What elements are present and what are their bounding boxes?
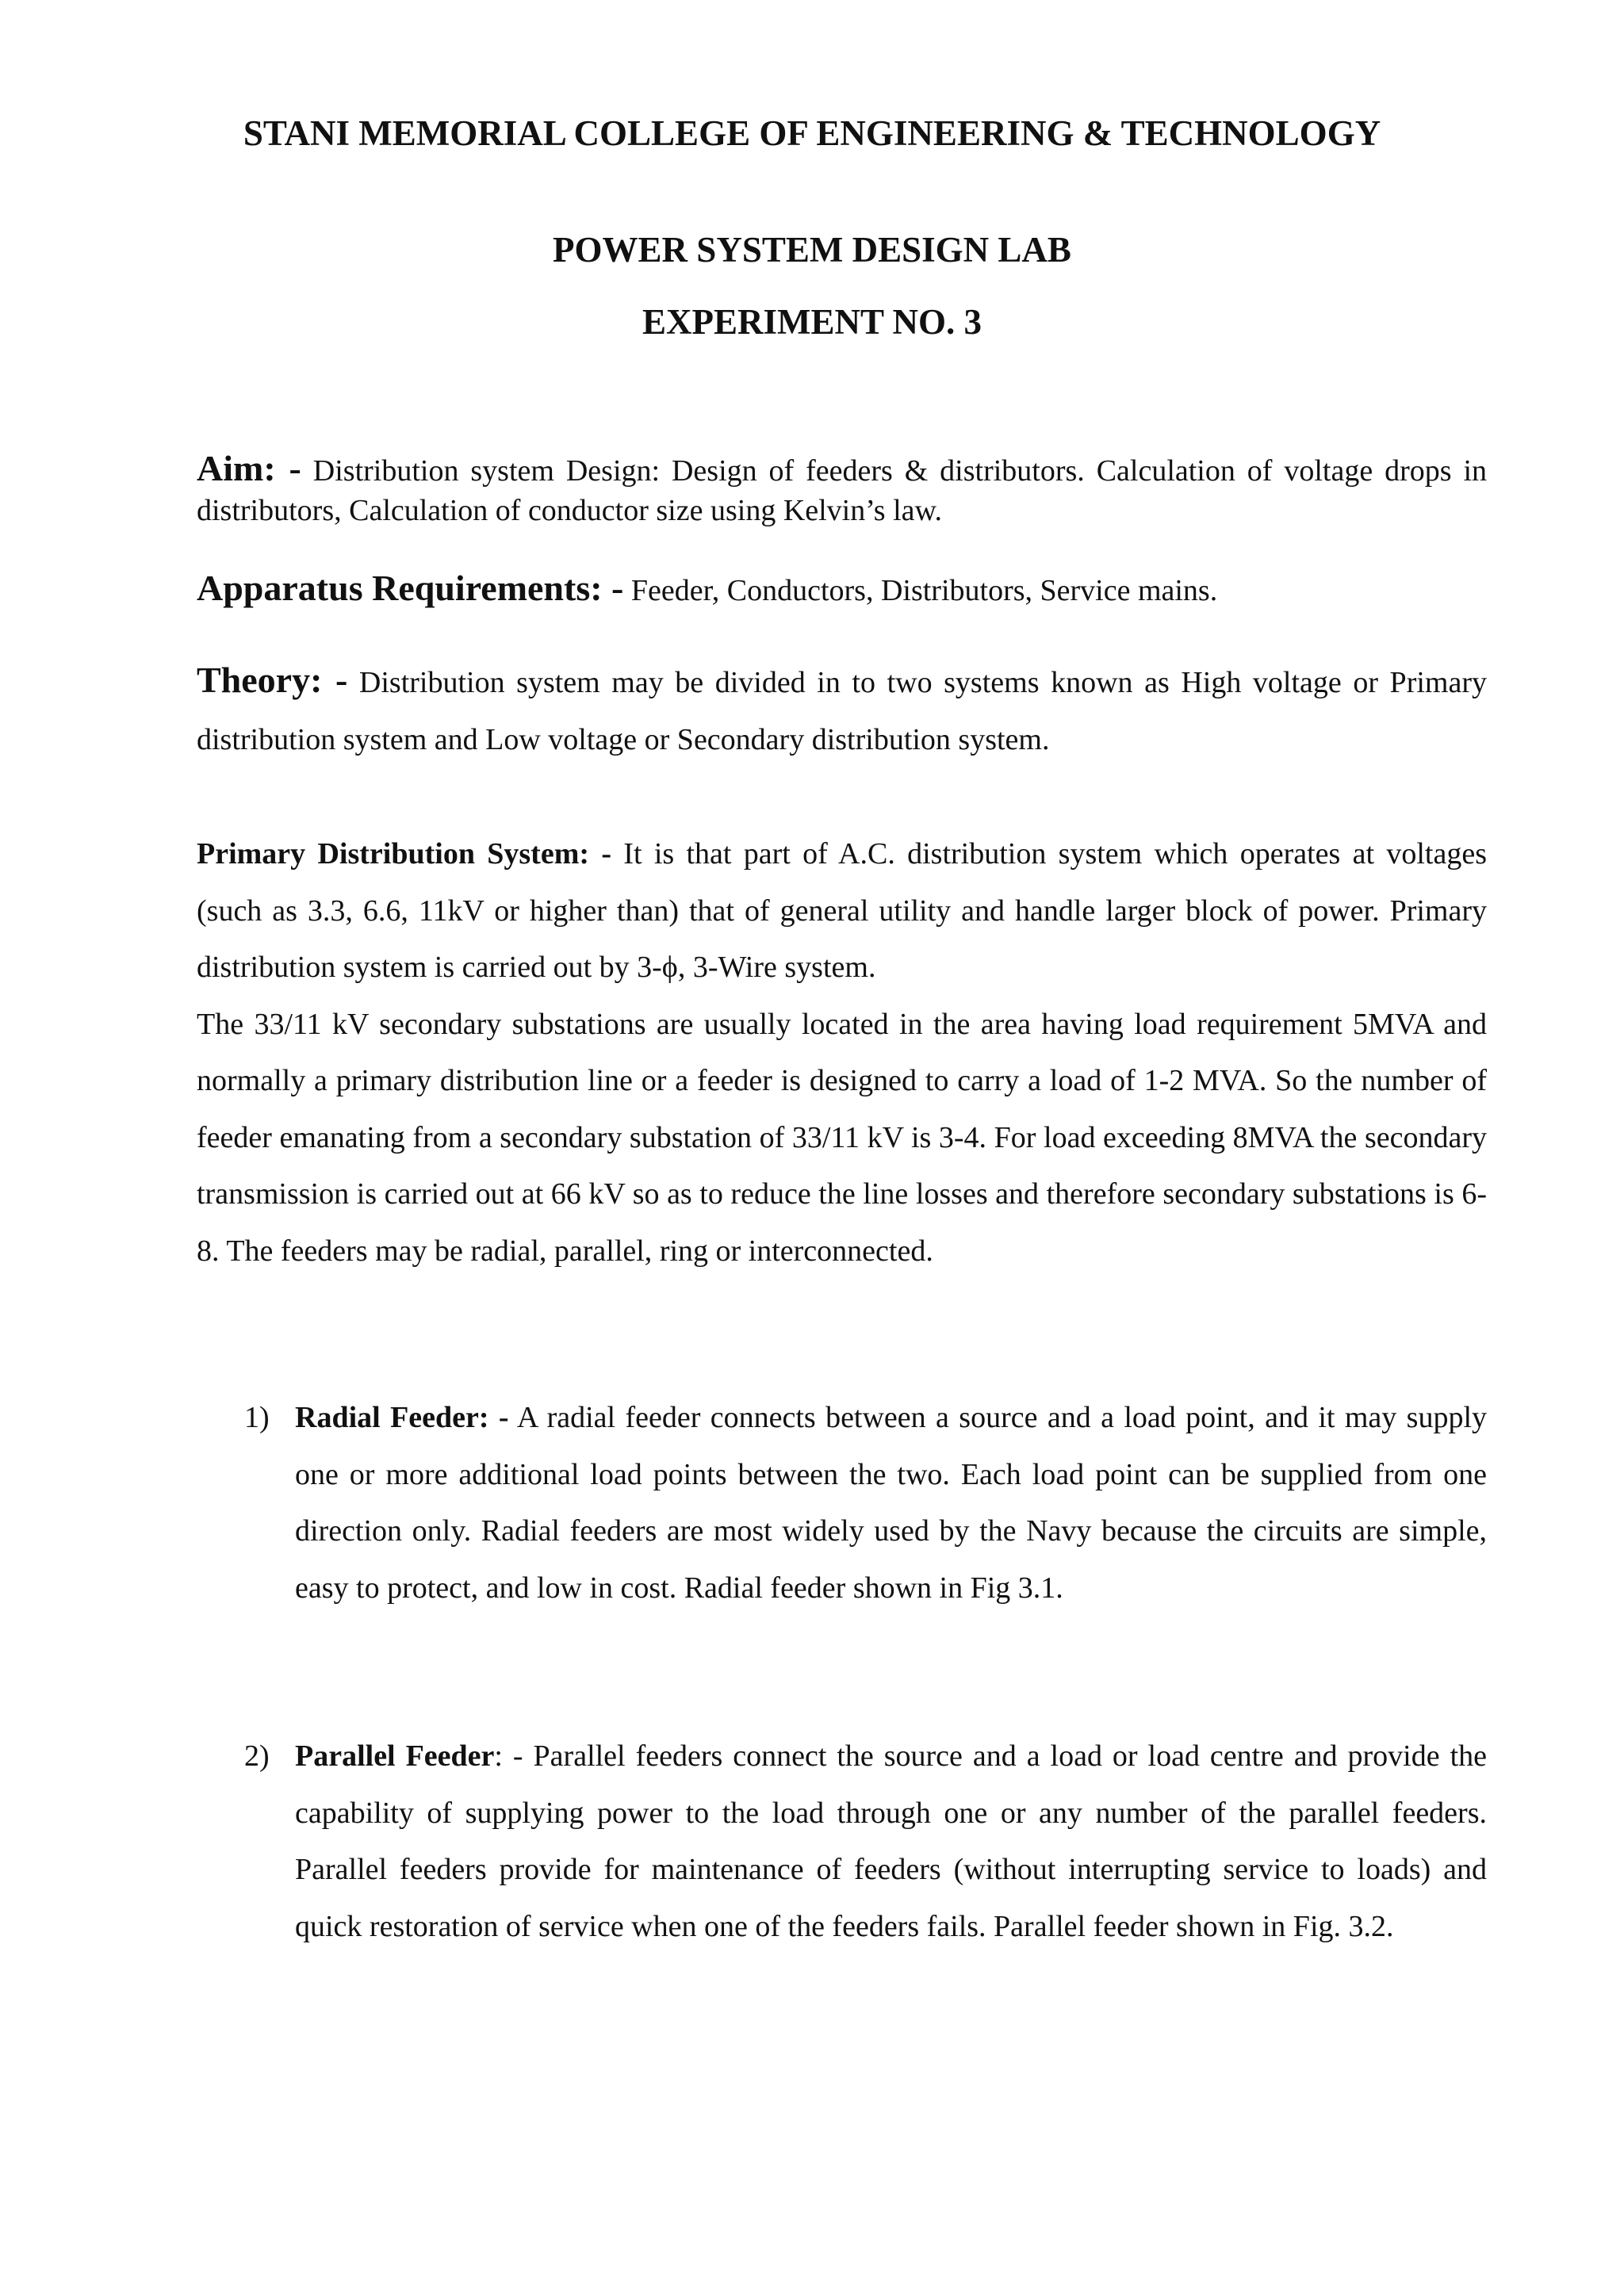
theory-text: Distribution system may be divided in to two systems known as High voltage or Primary distribution system and Low voltage or Secondary distribution system. — [197, 666, 1487, 756]
theory-label: Theory: - — [197, 660, 348, 700]
substation-paragraph: The 33/11 kV secondary substations are usually located in the area having load requirement 5MVA and normally a primary distribution line or a feeder is designed to carry a load of 1-2 MVA. So the number of feeder emanating from a secondary substation of 33/11 kV is 3-4. For load exceeding 8MVA the secondary transmission is carried out at 66 kV so as to reduce the line losses and therefore secondary substations is 6-8. The feeders may be radial, parallel, ring or interconnected. — [197, 1007, 1487, 1268]
college-title: STANI MEMORIAL COLLEGE OF ENGINEERING & TECHNOLOGY — [243, 113, 1381, 153]
radial-feeder-paragraph — [295, 1390, 1487, 1617]
aim-label: Aim: - — [197, 448, 301, 488]
list-number: 1) — [244, 1401, 270, 1434]
list-item-parallel-feeder — [244, 1728, 1487, 1955]
parallel-feeder-paragraph — [295, 1728, 1487, 1955]
parallel-feeder-text: Parallel feeders connect the source and a load or load centre and provide the capability of supplying power to the load through one or any number of the parallel feeders. Parallel feeders provide for maintenance of feeders (without interrupting service to loads) and quick restoration of service when one of the feeders fails. Parallel feeder shown in Fig. 3.2. — [295, 1739, 1487, 1943]
aim-paragraph — [197, 449, 1487, 530]
theory-paragraph — [197, 652, 1487, 768]
aim-text: Distribution system Design: Design of feeders & distributors. Calculation of voltage drops in distributors, Calculation of conductor size using Kelvin’s law. — [197, 454, 1488, 527]
list-item-radial-feeder — [244, 1390, 1487, 1617]
primary-distribution-section — [197, 826, 1487, 1280]
lab-title: POWER SYSTEM DESIGN LAB — [553, 230, 1071, 270]
apparatus-label: Apparatus Requirements: - — [197, 568, 624, 608]
experiment-number: EXPERIMENT NO. 3 — [642, 302, 982, 342]
radial-feeder-text: A radial feeder connects between a source and a load point, and it may supply one or more additional load points between the two. Each load point can be supplied from one direction only. Radial feeders are most widely used by the Navy because the circuits are simple, easy to protect, and low in cost. Radial feeder shown in Fig 3.1. — [295, 1401, 1487, 1605]
parallel-feeder-separator: : - — [494, 1739, 523, 1773]
primary-paragraph — [197, 826, 1487, 997]
primary-text: It is that part of A.C. distribution system which operates at voltages (such as 3.3, 6.6, 11kV or higher than) that of general utility and handle larger block of power. Primary distribution system is carried out by 3-ϕ, 3-Wire system. — [197, 837, 1487, 984]
list-number: 2) — [244, 1739, 270, 1773]
primary-label: Primary Distribution System: - — [197, 837, 611, 871]
apparatus-text: Feeder, Conductors, Distributors, Service mains. — [630, 574, 1218, 607]
radial-feeder-label: Radial Feeder: - — [295, 1401, 509, 1434]
apparatus-paragraph — [197, 564, 1487, 614]
parallel-feeder-label: Parallel Feeder — [295, 1739, 495, 1773]
